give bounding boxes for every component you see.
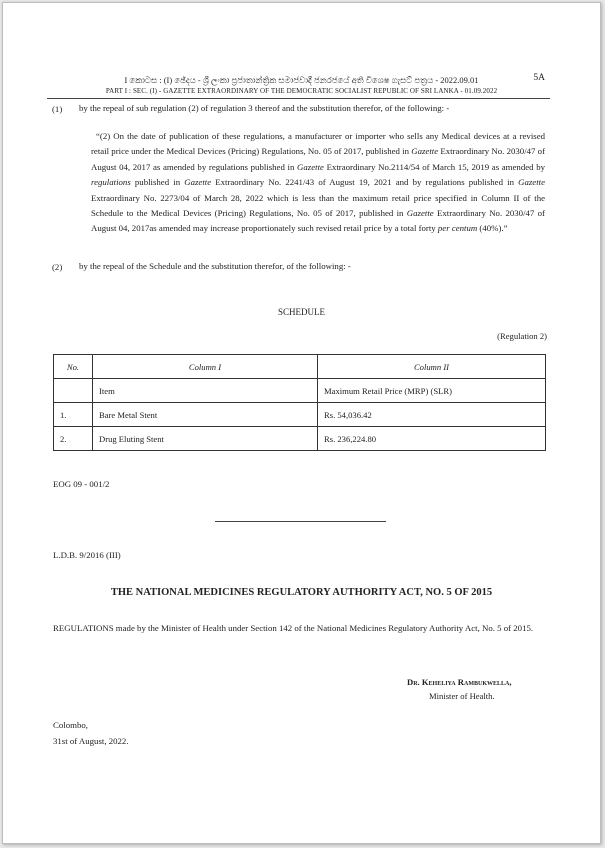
regulations-preamble: REGULATIONS made by the Minister of Health under Section 142 of the National Medicines Regulatory Authority Act, No. 5 of 2015. [53, 623, 534, 633]
column-header-no: No. [54, 355, 93, 379]
table-row [54, 427, 546, 451]
schedule-regulation-ref: (Regulation 2) [497, 331, 547, 341]
date: 31st of August, 2022. [53, 736, 129, 746]
table-cell: Bare Metal Stent [93, 403, 318, 427]
schedule-table [53, 354, 546, 451]
item-1-text: by the repeal of sub regulation (2) of regulation 3 thereof and the substitution therefor, of the following: - [79, 103, 450, 113]
gazette-page [2, 2, 601, 844]
place: Colombo, [53, 720, 88, 730]
table-row [54, 379, 546, 403]
table-cell: 1. [54, 403, 93, 427]
table-cell: Drug Eluting Stent [93, 427, 318, 451]
item-1-number: (1) [52, 104, 63, 114]
act-title: THE NATIONAL MEDICINES REGULATORY AUTHORITY ACT, NO. 5 OF 2015 [110, 587, 493, 598]
header-line-english: PART I : SEC. (I) - GAZETTE EXTRAORDINARY OF THE DEMOCRATIC SOCIALIST REPUBLIC OF SRI LANKA - 01.09.2022 [105, 87, 498, 95]
item-2-text: by the repeal of the Schedule and the substitution therefor, of the following: - [79, 261, 351, 271]
table-cell: Rs. 236,224.80 [318, 427, 546, 451]
header-line-sinhala: I කොටස : (I) ඡේදය - ශ්‍රී ලංකා ප්‍රජාතාන්ත්‍රික සමාජවාදී ජනරජයේ අති විශෙෂ ගැසට් පත්‍රය - 2022.09.01 [124, 75, 479, 85]
section-divider [215, 521, 386, 522]
table-header-row [54, 355, 546, 379]
ldb-reference: L.D.B. 9/2016 (III) [53, 550, 121, 560]
table-cell: 2. [54, 427, 93, 451]
page-number: 5A [533, 73, 545, 83]
table-cell: Rs. 54,036.42 [318, 403, 546, 427]
schedule-title: SCHEDULE [278, 307, 325, 317]
column-header-column-ii: Column II [318, 355, 546, 379]
column-header-column-i: Column I [93, 355, 318, 379]
item-2-number: (2) [52, 262, 63, 272]
signatory-title: Minister of Health. [429, 691, 495, 701]
table-row [54, 403, 546, 427]
table-cell [54, 379, 93, 403]
header-rule [47, 98, 550, 99]
signatory-name: Dr. Keheliya Rambukwella, [407, 677, 512, 687]
reference-code: EOG 09 - 001/2 [53, 479, 110, 489]
table-cell: Maximum Retail Price (MRP) (SLR) [318, 379, 546, 403]
substituted-regulation-text: “(2) On the date of publication of these regulations, a manufacturer or importer who sells any Medical devices at a revised retail price under the Medical Devices (Pricing) Regulations, No. 05 of 2017, published in Gazette Extraordinary No. 2030/47 of August 04, 2017 as amended by regulations published in Gazette Extraordinary No.2114/54 of March 15, 2019 as amended by regulations published in Gazette Extraordinary No. 2241/43 of August 19, 2021 and by regulations published in Gazette Extraordinary No. 2273/04 of March 28, 2022 which is less than the maximum retail price specified in Column II of the Schedule to the Medical Devices (Pricing) Regulations, No. 05 of 2017, published in Gazette Extraordinary No. 2030/47 of August 04, 2017as amended may increase proportionately such revised retail price by a total forty per centum (40%).” [91, 131, 545, 234]
table-cell: Item [93, 379, 318, 403]
